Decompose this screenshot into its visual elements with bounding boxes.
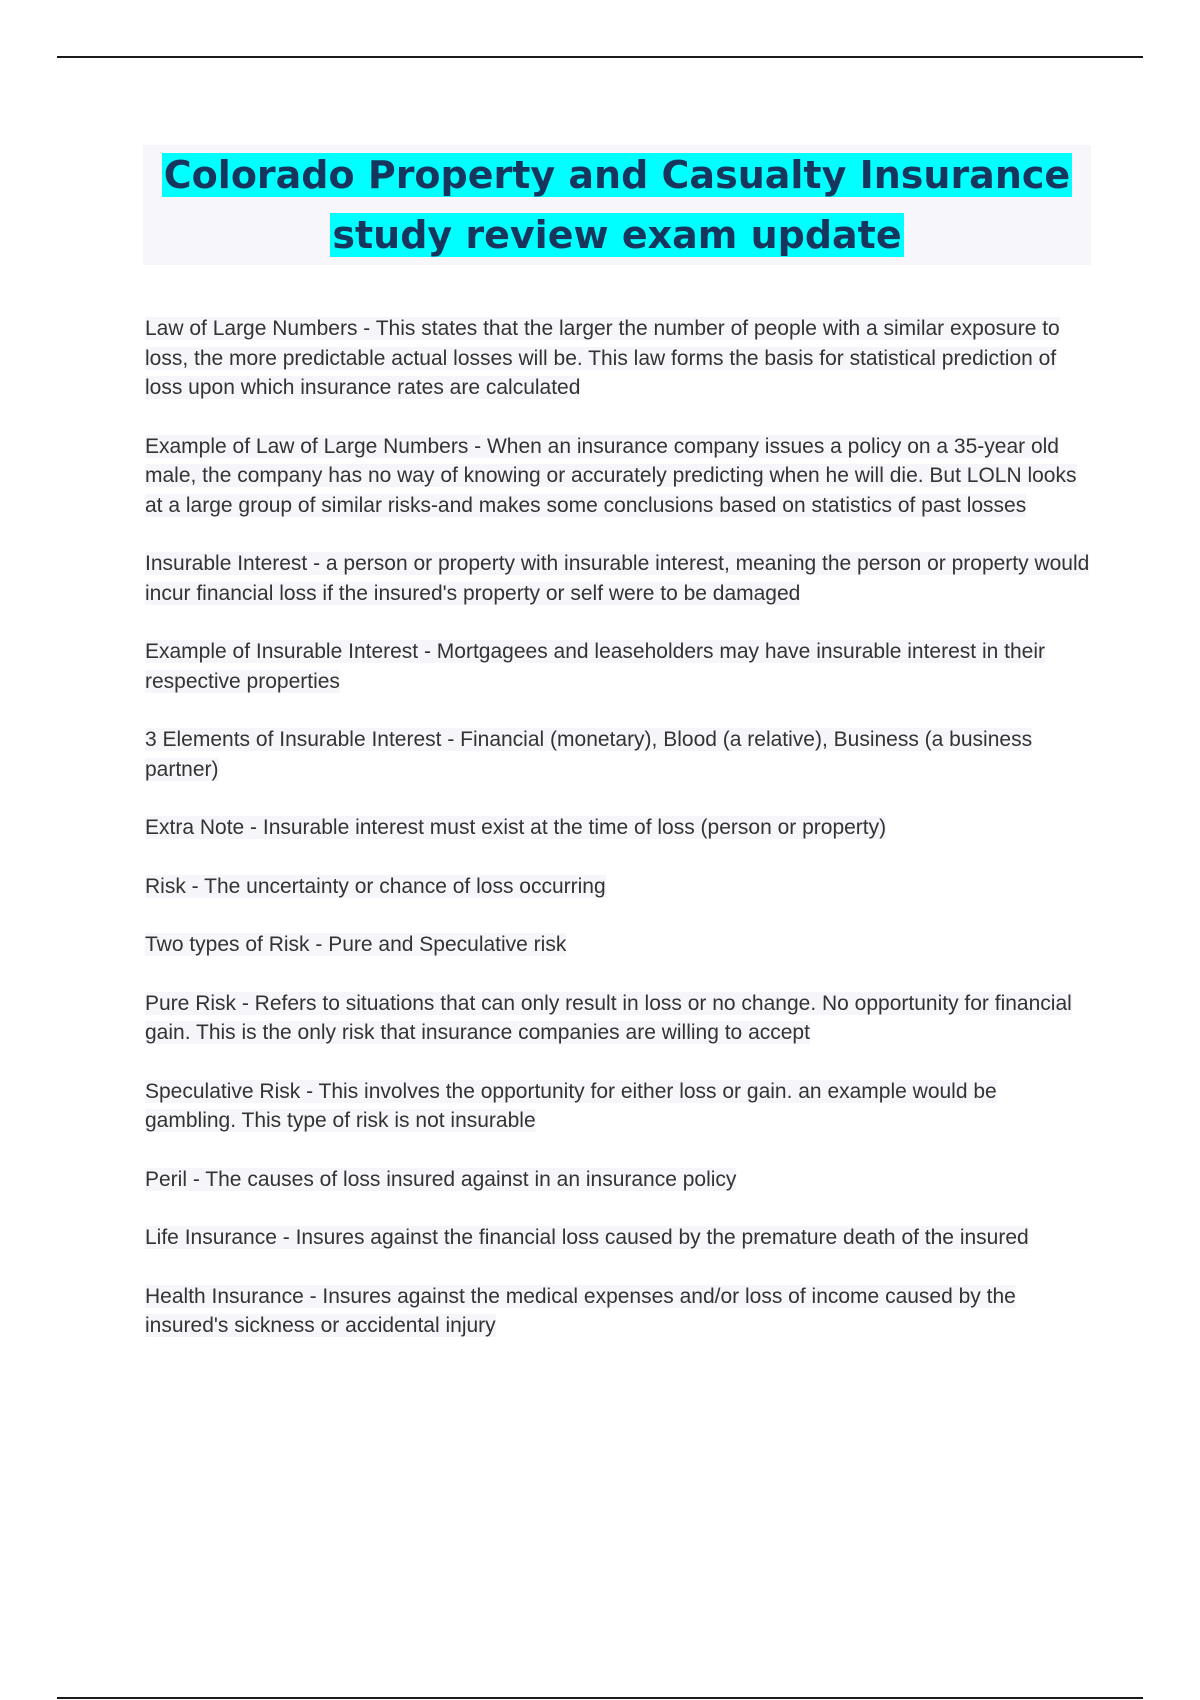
entry-law-of-large-numbers: Law of Large Numbers - This states that the larger the number of people with a similar exposure to loss, the more predictable actual losses will be. This law forms the basis for statistical prediction of loss upon which insurance rates are calculated — [145, 317, 1060, 399]
entry-life-insurance: Life Insurance - Insures against the financial loss caused by the premature death of the insured — [145, 1226, 1029, 1249]
entries-list — [145, 314, 1090, 1370]
entry-elements-insurable-interest: 3 Elements of Insurable Interest - Financial (monetary), Blood (a relative), Business (a business partner) — [145, 728, 1033, 781]
entry-example-law-of-large-numbers: Example of Law of Large Numbers - When an insurance company issues a policy on a 35-year old male, the company has no way of knowing or accurately predicting when he will die. But LOLN looks at a large group of similar risks-and makes some conclusions based on statistics of past losses — [145, 434, 1077, 517]
top-rule — [57, 56, 1143, 58]
title-line-1: Colorado Property and Casualty Insurance — [163, 153, 1071, 197]
bottom-rule — [57, 1697, 1143, 1699]
entry-health-insurance: Health Insurance - Insures against the medical expenses and/or loss of income caused by the insured's sickness or accidental injury — [145, 1284, 1016, 1337]
entry-extra-note: Extra Note - Insurable interest must exist at the time of loss (person or property) — [145, 816, 887, 839]
entry-two-types-of-risk: Two types of Risk - Pure and Speculative risk — [145, 933, 567, 956]
entry-pure-risk: Pure Risk - Refers to situations that can only result in loss or no change. No opportunity for financial gain. This is the only risk that insurance companies are willing to accept — [145, 991, 1072, 1044]
entry-insurable-interest: Insurable Interest - a person or property with insurable interest, meaning the person or property would incur financial loss if the insured's property or self were to be damaged — [145, 552, 1090, 605]
entry-peril: Peril - The causes of loss insured against in an insurance policy — [145, 1167, 737, 1191]
title-line-2: study review exam update — [332, 213, 902, 257]
entry-speculative-risk: Speculative Risk - This involves the opportunity for either loss or gain. an example would be gambling. This type of risk is not insurable — [145, 1079, 997, 1132]
title-band — [143, 145, 1091, 265]
document-title — [162, 145, 1072, 265]
entry-risk: Risk - The uncertainty or chance of loss occurring — [145, 874, 606, 898]
entry-example-insurable-interest: Example of Insurable Interest - Mortgagees and leaseholders may have insurable interest in their respective properties — [145, 640, 1045, 693]
